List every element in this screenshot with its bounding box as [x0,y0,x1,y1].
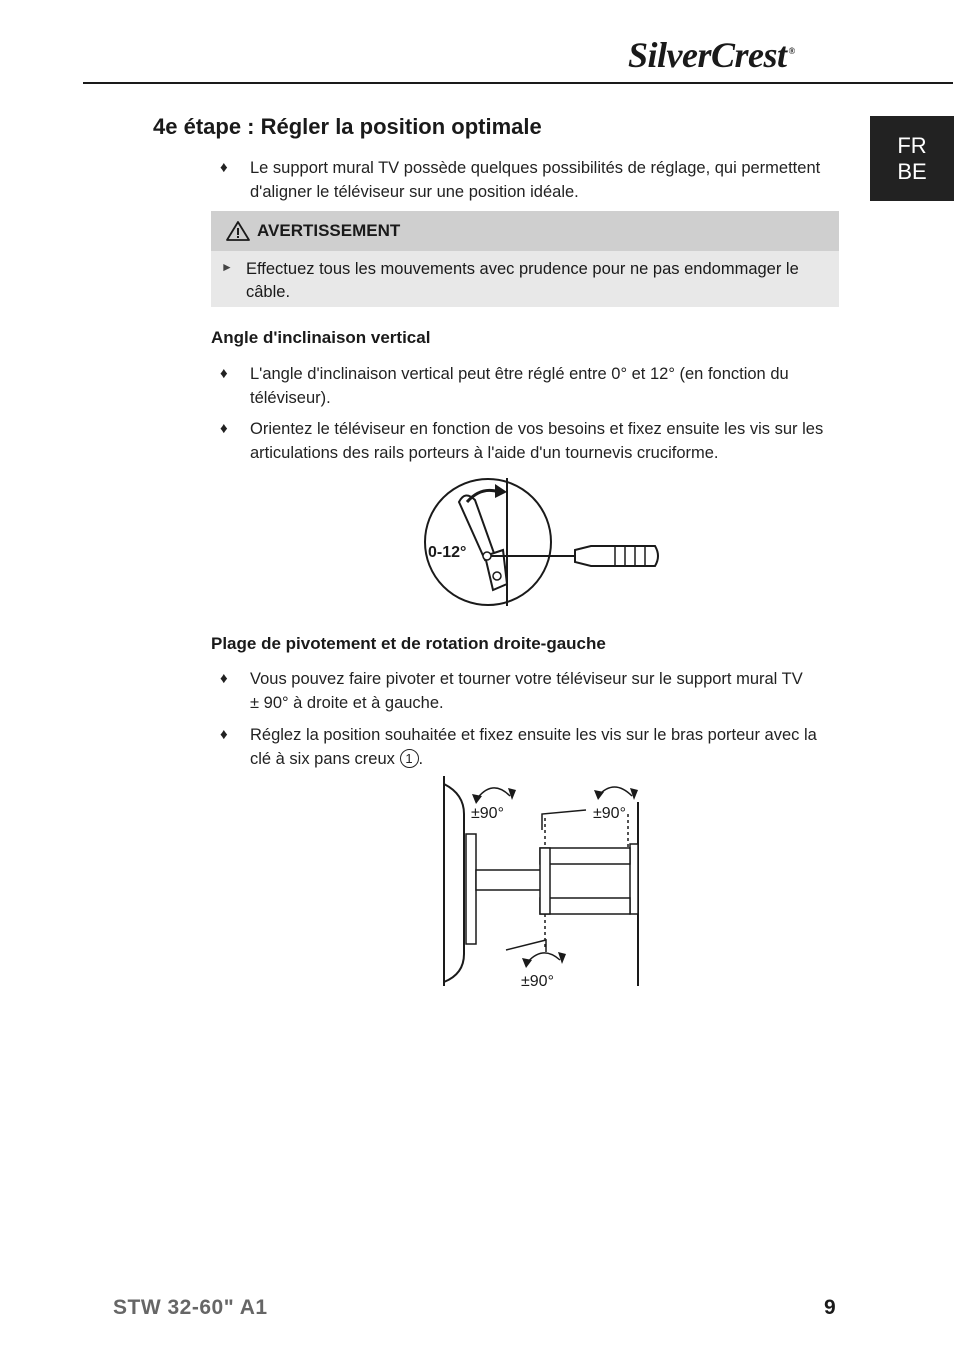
tilt-bullet-2-text: Orientez le téléviseur en fonction de vos besoins et fixez ensuite les vis sur les articulations des rails porteurs à l'aide d'un tournevis cruciforme. [250,420,824,462]
swivel-angle-label-bottom: ±90° [521,973,554,990]
warning-text: Effectuez tous les mouvements avec prudence pour ne pas endommager le câble. [246,260,799,301]
swivel-heading: Plage de pivotement et de rotation droite-gauche [211,634,606,653]
warning-title: AVERTISSEMENT [257,221,401,240]
registered-mark: ® [788,46,795,56]
callout-number-1: 1 [400,749,419,768]
footer-model-number: STW 32-60" A1 [113,1296,268,1319]
language-code-fr: FR [897,132,927,158]
header-rule [83,82,953,84]
warning-triangle-icon [225,220,251,242]
tilt-heading: Angle d'inclinaison vertical [211,328,431,347]
diamond-bullet-icon: ♦ [220,159,228,176]
diamond-bullet-icon: ♦ [220,726,228,743]
brand-name: SilverCrest [628,35,787,75]
tilt-adjustment-figure [415,472,675,612]
language-tab [870,116,954,201]
swivel-angle-label-left: ±90° [471,805,504,822]
brand-logo [628,34,795,76]
diamond-bullet-icon: ♦ [220,670,228,687]
arrow-bullet-icon: ► [221,260,233,274]
section-title: 4e étape : Régler la position optimale [153,114,542,139]
diamond-bullet-icon: ♦ [220,365,228,382]
swivel-bullet-2-end: . [418,750,424,768]
language-code-be: BE [897,158,927,184]
swivel-bullet-2-text [250,723,836,771]
warning-body [211,251,839,307]
tilt-angle-label: 0-12° [428,544,467,561]
swivel-bullet-2-body: Réglez la position souhaitée et fixez ensuite les vis sur le bras porteur avec la clé à six pans creux [250,726,817,768]
swivel-bullet-1-text: Vous pouvez faire pivoter et tourner votre téléviseur sur le support mural TV ± 90° à droite et à gauche. [250,670,803,712]
page-number: 9 [824,1296,836,1319]
swivel-angle-label-right: ±90° [593,805,626,822]
diamond-bullet-icon: ♦ [220,420,228,437]
swivel-rotation-figure [436,774,656,990]
intro-bullet-text: Le support mural TV possède quelques possibilités de réglage, qui permettent d'aligner le téléviseur sur une position idéale. [250,159,821,201]
tilt-bullet-1-text: L'angle d'inclinaison vertical peut être réglé entre 0° et 12° (en fonction du téléviseur). [250,365,789,407]
warning-header [211,211,839,251]
